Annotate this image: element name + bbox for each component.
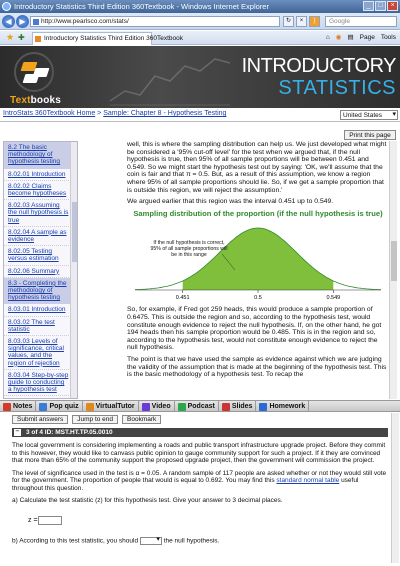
nav-item[interactable]: 8.02.03 Assuming the null hypothesis is true [4, 200, 71, 227]
banner-title-line1: INTRODUCTORY [241, 55, 396, 77]
tab-label: VirtualTutor [95, 403, 135, 410]
collapse-icon[interactable]: – [15, 428, 20, 435]
nav-item[interactable]: 8.02.01 Introduction [4, 169, 71, 181]
nav-item[interactable]: 8.03.01 Introduction [4, 304, 71, 316]
tab-label: Notes [13, 403, 33, 410]
exercise-paragraph-2: The level of significance used in the test is α = 0.05. A random sample of 117 people are asked whether or not they would still vote for the government. The proportion of people that would is equal to 0.692. You may find this standard normal table useful throughout this question. [12, 469, 387, 492]
window-title-bar [0, 0, 400, 13]
nav-item[interactable]: 8.03.02 The test statistic [4, 317, 71, 336]
nav-item[interactable]: 8.2 The basic methodology of hypothesis testing [4, 142, 71, 169]
nav-item[interactable]: 8.02.04 A sample as evidence [4, 227, 71, 246]
question-b: b) According to this test statistic, you should ▾ the null hypothesis. [12, 537, 388, 545]
content-scrollbar[interactable] [389, 141, 397, 399]
x-tick-label: 0.5 [254, 295, 262, 302]
homework-icon [259, 403, 267, 411]
lesson-content [127, 141, 389, 399]
page-icon [33, 19, 39, 25]
ie-logo-icon [2, 2, 11, 11]
address-input[interactable] [30, 16, 280, 27]
shaded-region [183, 228, 334, 290]
notes-icon [3, 403, 11, 411]
tab-label: Homework [269, 403, 306, 410]
standard-normal-table-link[interactable]: standard normal table [276, 477, 340, 484]
video-icon [142, 403, 150, 411]
banner-title-line2: STATISTICS [278, 77, 396, 99]
address-toolbar [0, 13, 400, 30]
forward-arrow-icon[interactable]: ▶ [16, 15, 29, 28]
nav-item[interactable]: 8.03.04 Step-by-step guide to conducting a hypothesis test [4, 370, 71, 397]
feeds-icon[interactable]: ◉ [335, 34, 342, 41]
window-title: Introductory Statistics Third Edition 360Textbook - Windows Internet Explorer [14, 2, 269, 11]
nav-item[interactable]: 8.02.06 Summary [4, 266, 71, 278]
address-actions [283, 16, 320, 27]
logo-emblem [14, 52, 54, 92]
tab-homework[interactable] [256, 401, 309, 412]
exercise-header [12, 428, 388, 437]
browser-tab-label: Introductory Statistics Third Edition 360Textbook [44, 35, 183, 42]
tools-menu[interactable]: Tools [380, 34, 396, 41]
breadcrumb-home-link[interactable]: IntroStats 360Textbook Home [3, 110, 96, 117]
refresh-icon[interactable]: ↻ [283, 16, 294, 27]
country-select[interactable]: United States ▾ [340, 110, 398, 120]
chart-title: Sampling distribution of the proportion (if the null hypothesis is true) [133, 208, 383, 218]
search-input[interactable]: Google [325, 16, 397, 27]
lesson-paragraph: We argued earlier that this region was the interval 0.451 up to 0.549. [127, 198, 334, 206]
slides-icon [222, 403, 230, 411]
virtualtutor-icon [86, 403, 94, 411]
lesson-paragraph: The point is that we have used the sample as evidence against which we are judging the validity of the assumption that is made at the beginning of the hypothesis test. This is the basic methodology of a hypothesis test. To recap the [127, 355, 387, 379]
address-url: http://www.pearlsco.com/stats/ [41, 18, 129, 25]
stop-icon[interactable]: × [296, 16, 307, 27]
favorites-star-icon[interactable]: ★ [6, 32, 15, 42]
breadcrumb-bar [0, 108, 400, 122]
back-arrow-icon[interactable]: ◀ [2, 15, 15, 28]
tab-label: Podcast [187, 403, 215, 410]
close-icon[interactable]: × [387, 1, 398, 11]
tab-slides[interactable] [219, 401, 257, 412]
logo-wordmark: Textbooks [10, 95, 62, 106]
tab-pop-quiz[interactable] [36, 401, 82, 412]
chapter-nav-scrollbar[interactable] [70, 142, 77, 398]
lesson-paragraph: So, for example, if Fred got 259 heads, this would produce a sample proportion of 0.6475. This is outside the region and so, according to the hypothesis test, would constitute enough evidence to reject the null hypothesis. If, on the other hand, he got 194 heads then his sample proportion would be 0.485. This is in the region and so, according to the hypothesis test, would not constitute enough evidence to reject the null hypothesis. [127, 306, 382, 352]
tab-notes[interactable] [0, 401, 36, 412]
decision-select[interactable] [140, 537, 162, 545]
rss-icon[interactable]: ) [309, 16, 320, 27]
jump-to-end-button[interactable]: Jump to end [72, 415, 118, 424]
nav-item[interactable]: 8.3 - Completing the methodology of hypothesis testing [4, 278, 71, 305]
minimize-icon[interactable]: _ [363, 1, 374, 11]
nav-item[interactable]: 8.02.05 Testing versus estimation [4, 246, 71, 265]
exercise-scrollbar[interactable] [391, 413, 399, 563]
exercise-toolbar [12, 415, 161, 424]
tab-label: Slides [231, 403, 253, 410]
tab-podcast[interactable] [175, 401, 219, 412]
site-favicon-icon [35, 36, 41, 42]
browser-tab-bar [0, 31, 400, 45]
breadcrumb-separator: > [95, 110, 104, 117]
breadcrumb [3, 110, 226, 117]
breadcrumb-section-link[interactable]: Sample: Chapter 8 - Hypothesis Testing [103, 110, 227, 117]
podcast-icon [178, 403, 186, 411]
question-a: a) Calculate the test statistic (z) for this hypothesis test. Give your answer to 3 decimal places. [12, 497, 283, 504]
exercise-body [12, 442, 388, 510]
chapter-nav-list [4, 142, 77, 396]
sampling-distribution-chart [127, 218, 389, 306]
chart-annotation: If the null hypothesis is correct, 95% of all sample proportions will be in this range [150, 240, 228, 259]
lesson-paragraph: well, this is where the sampling distribution can help us. We just developed what might be considered a '95% cut-off level' for the test when we argued that, if the null hypothesis is true, then 95% of all sample proportions will be between 0.451 and 0.549. So we might start the hypothesis test out by saying: 'OK, we'll assume that the coin is fair and that π = 0.5. But, as a result of this assumption, we know a region where 95% of all sample proportions should lie. So, if we get a sample proportion that is outside this region, we will reject the assumption.' [127, 141, 387, 194]
add-favorite-icon[interactable]: ✚ [18, 33, 25, 42]
bookmark-button[interactable]: Bookmark [122, 415, 161, 424]
maximize-icon[interactable]: □ [375, 1, 386, 11]
chapter-nav [3, 141, 78, 399]
tab-label: Pop quiz [49, 403, 79, 410]
browser-tab[interactable] [32, 32, 183, 45]
exercise-id: 3 of 4 ID: MST.HT.TP.05.0010 [26, 429, 113, 436]
tab-video[interactable] [139, 401, 175, 412]
pop-quiz-icon [39, 403, 47, 411]
home-icon[interactable]: ⌂ [325, 34, 330, 41]
nav-item[interactable]: 8.02.02 Claims become hypotheses [4, 181, 71, 200]
z-label: z = [28, 517, 38, 524]
site-banner [0, 46, 400, 108]
page-menu[interactable]: Page [359, 34, 375, 41]
z-answer-input[interactable] [38, 516, 62, 525]
x-tick-label: 0.549 [326, 295, 341, 302]
resource-tabs [0, 400, 400, 412]
tab-virtualtutor[interactable] [83, 401, 139, 412]
print-page-button[interactable]: Print this page [344, 130, 396, 140]
x-tick-label: 0.451 [175, 295, 190, 302]
submit-answers-button[interactable]: Submit answers [12, 415, 68, 424]
print-icon[interactable]: ▤ [347, 34, 354, 41]
tab-label: Video [151, 403, 171, 410]
window-controls [363, 1, 398, 11]
exercise-paragraph: The local government is considering implementing a roads and public transport infrastructure upgrade project. Before they commit to this however, they would like to canvass public opinion to gauge community support for such a project. If it they are convinced that more than 65% of the community support the proposed upgrade project, then the government will commission the project. [12, 442, 386, 464]
command-bar [326, 32, 396, 44]
nav-item[interactable]: 8.03.03 Levels of significance, critical values, and the region of rejection [4, 336, 71, 370]
